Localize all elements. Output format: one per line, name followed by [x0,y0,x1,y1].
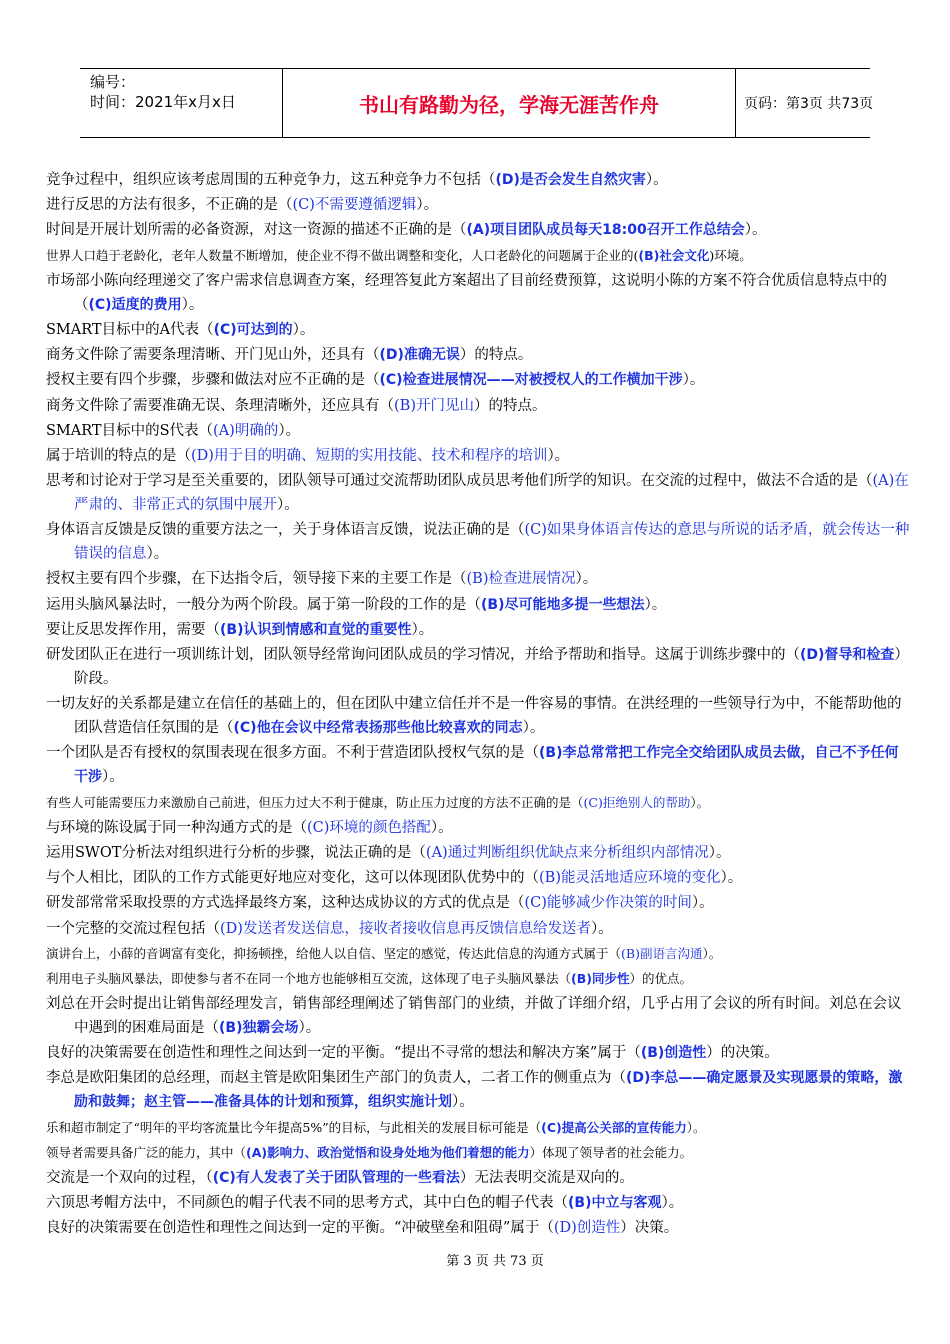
question-item [46,967,910,991]
answer-text: (B)创造性 [640,1045,707,1062]
question-suffix: ）。 [645,172,668,188]
question-suffix: ）。 [277,497,299,514]
question-text: 一个团队是否有授权的氛围表现在很多方面。不利于营造团队授权气氛的是（ [46,745,539,762]
question-item [46,168,910,192]
answer-text: (C)能够减少作决策的时间 [524,895,692,912]
question-item [46,218,910,242]
question-item [46,469,910,517]
question-suffix: ）。 [411,621,434,638]
header-motto-cell [282,69,736,137]
answer-text: (B)能灵活地适应环境的变化 [539,870,721,887]
question-suffix: ）决策。 [620,1220,679,1237]
question-text: 时间是开展计划所需的必备资源，对这一资源的描述不正确的是（ [46,222,467,239]
document-number-label: 编号： [90,73,136,91]
question-item [46,1141,910,1165]
answer-text: (C)如果身体语言传达的意思与所说的话矛盾，就会传达一种错误的信息 [74,522,910,563]
question-item [46,343,910,367]
question-suffix: ）。 [292,321,315,338]
page-footer: 第 3 页 共 73 页 [446,1254,544,1269]
question-suffix: ）。 [690,794,710,810]
question-item [46,891,910,915]
question-item [46,593,910,617]
question-text: 乐和超市制定了“明年的平均客流量比今年提高5%”的目标，与此相关的发展目标可能是（ [46,1119,542,1135]
question-suffix: ）。 [278,422,301,439]
answer-text: (D)准确无误 [379,347,460,364]
question-text: 有些人可能需要压力来激励自己前进，但压力过大不利于健康，防止压力过度的方法不正确的是（ [46,794,584,810]
question-text: 身体语言反馈是反馈的重要方法之一，关于身体语言反馈，说法正确的是（ [46,522,525,539]
question-text: 市场部小陈向经理递交了客户需求信息调查方案，经理答复此方案超出了目前经费预算，这说明小陈的方案不符合优质信息特点中的（ [46,272,887,313]
answer-text: (C)提高公关部的宣传能力 [541,1119,687,1135]
answer-text: (D)是否会发生自然灾害 [495,172,646,188]
question-item [46,444,910,468]
question-text: 六顶思考帽方法中，不同颜色的帽子代表不同的思考方式，其中白色的帽子代表（ [46,1195,568,1212]
question-item [46,419,910,443]
answer-text: (C)拒绝别人的帮助 [583,794,691,810]
answer-text: (C)可达到的 [213,321,293,338]
answer-text: (B)副语言沟通 [621,945,703,961]
answer-text: (B)开门见山 [394,397,474,414]
question-suffix: ）的决策。 [706,1045,779,1062]
question-suffix: ）。 [547,447,570,464]
answer-text: (C)适度的费用 [88,296,182,313]
question-suffix: )环境。 [709,247,752,263]
question-text: 竞争过程中，组织应该考虑周围的五种竞争力，这五种竞争力不包括（ [46,172,496,188]
answer-text: (B)同步性 [571,970,630,986]
question-text: 思考和讨论对于学习是至关重要的，团队领导可通过交流帮助团队成员思考他们所学的知识。在交流的过程中，做法不合适的是（ [46,473,873,490]
question-text: 交流是一个双向的过程，（ [46,1170,213,1186]
question-suffix: ）。 [430,819,453,836]
question-item [46,269,910,317]
question-item [46,1166,910,1190]
question-item [46,841,910,865]
question-suffix: ）的特点。 [473,397,547,414]
question-text: 进行反思的方法有很多，不正确的是（ [46,197,293,214]
question-text: 授权主要有四个步骤，步骤和做法对应不正确的是（ [46,372,380,389]
question-text: 一切友好的关系都是建立在信任的基础上的，但在团队中建立信任并不是一件容易的事情。在洪经理的一些领导行为中，不能帮助他的团队营造信任氛围的是（ [46,696,902,737]
question-item [46,318,910,342]
question-item [46,1041,910,1065]
answer-text: (D)用于目的明确、短期的实用技能、技术和程序的培训 [191,447,548,464]
question-item [46,394,910,418]
question-item [46,193,910,217]
answer-text: (C)环境的颜色搭配 [307,819,431,836]
answer-text: (D)发送者发送信息，接收者接收信息再反馈信息给发送者 [220,920,591,937]
question-suffix: ）。 [691,895,714,912]
question-suffix: ）。 [575,571,598,588]
question-item [46,567,910,591]
question-text: 一个完整的交流过程包括（ [46,920,220,937]
question-text: 良好的决策需要在创造性和理性之间达到一定的平衡。“冲破壁垒和阻碍”属于（ [46,1220,554,1237]
question-item [46,692,910,740]
question-item [46,618,910,642]
question-text: 授权主要有四个步骤，在下达指令后，领导接下来的主要工作是（ [46,571,467,588]
question-text: 利用电子头脑风暴法，即使参与者不在同一个地方也能够相互交流，这体现了电子头脑风暴法（ [46,970,572,986]
question-text: 商务文件除了需要准确无误、条理清晰外，还应具有（ [46,397,394,414]
question-text: 刘总在开会时提出让销售部经理发言，销售部经理阐述了销售部门的业绩，并做了详细介绍，几乎占用了会议的所有时间。刘总在会议中遇到的困难局面是（ [46,996,902,1037]
answer-text: (C)他在会议中经常表扬那些他比较喜欢的同志 [233,720,523,737]
question-text: 演讲台上，小薛的音调富有变化，抑扬顿挫，给他人以自信、坚定的感觉，传达此信息的沟通方式属于（ [46,945,622,961]
header-page-info: 页码：第3页 共73页 [744,96,874,112]
question-suffix: ）。 [708,844,731,861]
header-motto: 书山有路勤为径，学海无涯苦作舟 [359,92,659,117]
header-meta-cell [80,69,282,137]
question-suffix: ）的优点。 [629,970,692,986]
question-suffix: ）。 [720,870,743,887]
question-suffix: ）阶段。 [74,647,909,687]
question-suffix: ）。 [181,296,204,313]
question-item [46,368,910,392]
header-page-cell [735,69,874,137]
question-item [46,791,910,815]
question-suffix: ）的特点。 [459,347,533,364]
question-text: 与环境的陈设属于同一种沟通方式的是（ [46,819,307,836]
question-text: 李总是欧阳集团的总经理，而赵主管是欧阳集团生产部门的负责人，二者工作的侧重点为（ [46,1070,626,1087]
question-list [46,168,910,1242]
question-suffix: ）。 [590,920,613,937]
question-text: 要让反思发挥作用，需要（ [46,621,220,638]
question-item [46,518,910,566]
answer-text: (B)独霸会场 [219,1020,299,1037]
question-item [46,866,910,890]
answer-text: (C)不需要遵循逻辑 [292,197,417,214]
question-text: 商务文件除了需要条理清晰、开门见山外，还具有（ [46,347,380,364]
question-suffix: ）。 [682,372,705,389]
answer-text: (B)社会文化 [638,247,710,263]
question-text: 与个人相比，团队的工作方式能更好地应对变化，这可以体现团队优势中的（ [46,870,539,887]
question-text: 世界人口趋于老龄化，老年人数量不断增加，使企业不得不做出调整和变化，人口老龄化的问题属于企业的( [46,247,639,263]
question-suffix: ）体现了领导者的社会能力。 [529,1144,693,1160]
question-item [46,1191,910,1215]
question-suffix: ）。 [661,1195,684,1212]
question-suffix: ）。 [644,596,667,613]
question-suffix: ）。 [452,1094,474,1111]
answer-text: (B)李总常常把工作完全交给团队成员去做，自己不予任何干涉 [74,745,899,786]
answer-text: (A)影响力、政治觉悟和设身处地为他们着想的能力 [246,1144,530,1160]
question-item [46,917,910,941]
answer-text: (A)通过判断组织优缺点来分析组织内部情况 [425,844,709,861]
question-text: 良好的决策需要在创造性和理性之间达到一定的平衡。“提出不寻常的想法和解决方案”属于（ [46,1045,641,1062]
question-suffix: ）。 [686,1119,706,1135]
question-suffix: ）。 [102,769,124,786]
question-text: 运用SWOT分析法对组织进行分析的步骤，说法正确的是（ [46,844,426,861]
question-suffix: ）。 [416,197,439,214]
question-suffix: ）无法表明交流是双向的。 [459,1170,634,1186]
answer-text: (B)认识到情感和直觉的重要性 [220,621,412,638]
question-suffix: ）。 [146,546,169,563]
question-suffix: ）。 [702,945,722,961]
question-text: 属于培训的特点的是（ [46,447,191,464]
question-text: 研发团队正在进行一项训练计划，团队领导经常询问团队成员的学习情况，并给予帮助和指导。这属于训练步骤中的（ [46,647,800,663]
question-suffix: ）。 [522,720,545,737]
answer-text: (C)检查进展情况——对被授权人的工作横加干涉 [379,372,683,389]
question-text: SMART目标中的A代表（ [46,321,214,338]
answer-text: (A)在严肃的、非常正式的氛围中展开 [74,473,909,514]
question-item [46,1216,910,1240]
answer-text: (B)尽可能地多提一些想法 [481,596,645,613]
answer-text: (B)中立与客观 [568,1195,662,1212]
question-item [46,1116,910,1140]
question-item [46,643,910,691]
question-text: 运用头脑风暴法时，一般分为两个阶段。属于第一阶段的工作的是（ [46,596,481,613]
answer-text: (D)督导和检查 [800,647,895,663]
answer-text: (D)李总——确定愿景及实现愿景的策略，激励和鼓舞；赵主管——准备具体的计划和预算，组织实施计划 [74,1070,903,1111]
answer-text: (A)项目团队成员每天18:00召开工作总结会 [466,222,745,239]
question-text: SMART目标中的S代表（ [46,422,214,439]
question-text: 研发部常常采取投票的方式选择最终方案，这种达成协议的方式的优点是（ [46,895,525,912]
question-text: 领导者需要具备广泛的能力，其中（ [46,1144,247,1160]
answer-text: (C)有人发表了关于团队管理的一些看法 [212,1170,460,1186]
question-item [46,992,910,1040]
question-item [46,942,910,966]
document-header [80,68,874,138]
question-item [46,244,910,268]
answer-text: (D)创造性 [553,1220,621,1237]
question-item [46,816,910,840]
document-time-label: 时间：2021年x月x日 [90,93,236,111]
question-item [46,1066,910,1114]
answer-text: (A)明确的 [213,422,279,439]
question-suffix: ）。 [298,1020,321,1037]
question-suffix: ）。 [744,222,767,239]
question-item [46,741,910,789]
answer-text: (B)检查进展情况 [466,571,576,588]
